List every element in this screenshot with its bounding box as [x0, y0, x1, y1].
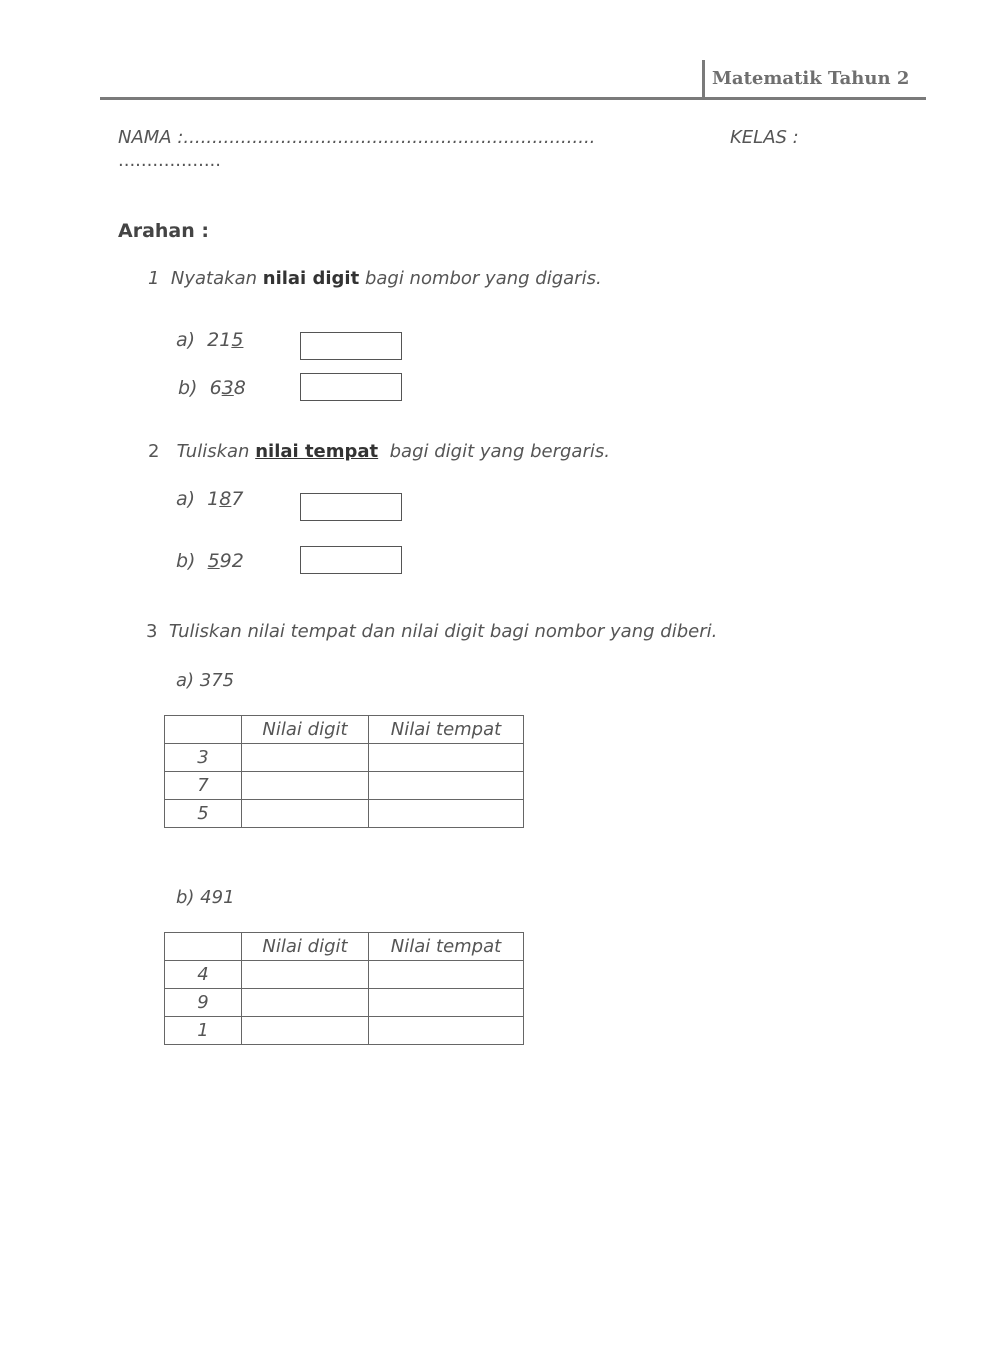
answer-cell[interactable] — [242, 989, 369, 1017]
digit-cell: 3 — [165, 744, 242, 772]
answer-cell[interactable] — [242, 772, 369, 800]
instructions-heading: Arahan : — [118, 220, 209, 242]
q1-item-b-underlined: 3 — [221, 377, 234, 399]
digit-cell: 7 — [165, 772, 242, 800]
question-1-post: bagi nombor yang digaris. — [364, 268, 602, 289]
q1-item-b-before: 6 — [209, 377, 222, 399]
q2-item-b-underlined: 5 — [207, 550, 220, 572]
answer-cell[interactable] — [242, 800, 369, 828]
q2-item-a — [176, 488, 243, 510]
table-row — [165, 744, 524, 772]
table-row — [165, 772, 524, 800]
answer-cell[interactable] — [242, 1017, 369, 1045]
header-title: Matematik Tahun 2 — [712, 68, 910, 89]
q2-item-a-after: 7 — [231, 488, 244, 510]
question-3-number: 3 — [146, 621, 158, 642]
name-label: NAMA : — [118, 127, 184, 148]
q1-item-a — [176, 329, 243, 351]
table-header-cell: Nilai digit — [242, 933, 369, 961]
answer-cell[interactable] — [369, 772, 524, 800]
q1-answer-box-a[interactable] — [300, 332, 402, 360]
question-2-bold: nilai tempat — [255, 441, 379, 462]
name-dots: ........................................................................ — [183, 127, 596, 148]
q1-item-a-before: 21 — [207, 329, 232, 351]
digit-cell: 9 — [165, 989, 242, 1017]
question-3 — [146, 621, 717, 642]
q2-item-a-underlined: 8 — [219, 488, 232, 510]
answer-cell[interactable] — [242, 744, 369, 772]
table-header-cell — [165, 716, 242, 744]
table-header-cell: Nilai digit — [242, 716, 369, 744]
question-2 — [148, 441, 610, 462]
q2-item-a-before: 1 — [207, 488, 220, 510]
q3-table-a — [164, 715, 524, 828]
table-row — [165, 800, 524, 828]
table-header-row — [165, 933, 524, 961]
table-header-cell: Nilai tempat — [369, 716, 524, 744]
answer-cell[interactable] — [369, 744, 524, 772]
name-field[interactable] — [118, 127, 595, 148]
q1-item-a-label: a) — [176, 329, 196, 351]
q1-item-b-after: 8 — [233, 377, 246, 399]
answer-cell[interactable] — [369, 1017, 524, 1045]
table-header-row — [165, 716, 524, 744]
answer-cell[interactable] — [369, 989, 524, 1017]
question-1 — [148, 268, 602, 289]
question-2-number: 2 — [148, 441, 160, 462]
question-1-pre: Nyatakan — [170, 268, 258, 289]
question-1-number: 1 — [148, 268, 160, 289]
q3-part-a-label: a) 375 — [176, 670, 235, 691]
table-row — [165, 989, 524, 1017]
q2-item-b-after: 92 — [219, 550, 244, 572]
table-header-cell: Nilai tempat — [369, 933, 524, 961]
q1-item-b — [178, 377, 246, 399]
digit-cell: 4 — [165, 961, 242, 989]
answer-cell[interactable] — [369, 961, 524, 989]
digit-cell: 1 — [165, 1017, 242, 1045]
table-row — [165, 1017, 524, 1045]
q1-item-a-underlined: 5 — [231, 329, 244, 351]
class-field[interactable]: .................. — [118, 150, 221, 171]
q2-item-b-label: b) — [176, 550, 196, 572]
table-row — [165, 961, 524, 989]
question-2-post: bagi digit yang bergaris. — [389, 441, 610, 462]
answer-cell[interactable] — [369, 800, 524, 828]
q2-item-a-label: a) — [176, 488, 196, 510]
question-2-pre: Tuliskan — [176, 441, 250, 462]
q2-answer-box-a[interactable] — [300, 493, 402, 521]
q1-answer-box-b[interactable] — [300, 373, 402, 401]
header-divider-vertical — [702, 60, 705, 98]
q1-item-b-label: b) — [178, 377, 198, 399]
question-1-bold: nilai digit — [262, 268, 360, 289]
q2-answer-box-b[interactable] — [300, 546, 402, 574]
q3-table-b — [164, 932, 524, 1045]
header-divider — [100, 97, 926, 100]
question-3-text: Tuliskan nilai tempat dan nilai digit bagi nombor yang diberi. — [168, 621, 718, 642]
class-label: KELAS : — [730, 127, 799, 148]
digit-cell: 5 — [165, 800, 242, 828]
q2-item-b — [176, 550, 244, 572]
table-header-cell — [165, 933, 242, 961]
q3-part-b-label: b) 491 — [176, 887, 235, 908]
answer-cell[interactable] — [242, 961, 369, 989]
